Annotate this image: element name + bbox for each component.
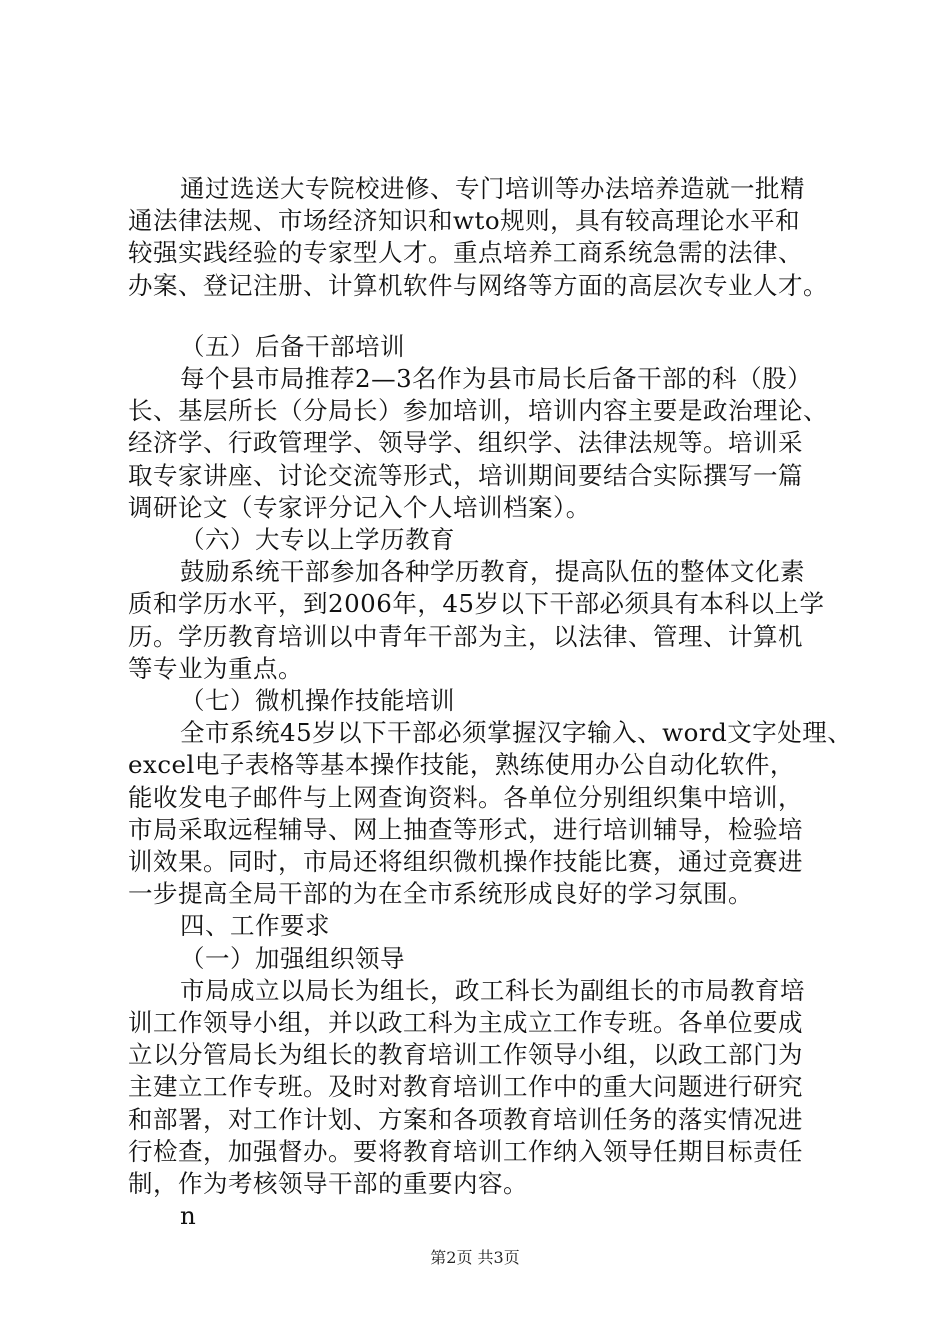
paragraph-computer-skills (128, 717, 858, 910)
text-line: 长、基层所长（分局长）参加培训，培训内容主要是政治理论、 (128, 396, 828, 426)
page-number-footer: 第2页 共3页 (430, 1248, 520, 1267)
heading-computer-skills: （七）微机操作技能培训 (180, 686, 455, 716)
paragraph-leadership (128, 975, 858, 1200)
text-line: 鼓励系统干部参加各种学历教育，提高队伍的整体文化素 (180, 557, 805, 587)
text-line: 训效果。同时，市局还将组织微机操作技能比赛，通过竞赛进 (128, 847, 803, 877)
text-line: excel电子表格等基本操作技能，熟练使用办公自动化软件， (128, 750, 795, 780)
text-line: 主建立工作专班。及时对教育培训工作中的重大问题进行研究 (128, 1072, 803, 1102)
text-line: 通法律法规、市场经济知识和wto规则，具有较高理论水平和 (128, 206, 801, 236)
text-line: 全市系统45岁以下干部必须掌握汉字输入、word文字处理、 (180, 718, 853, 748)
text-line: 质和学历水平，到2006年，45岁以下干部必须具有本科以上学 (128, 589, 825, 619)
text-line: 市局采取远程辅导、网上抽查等形式，进行培训辅导，检验培 (128, 814, 803, 844)
paragraph-expert-talent (128, 173, 858, 302)
text-line: 训工作领导小组，并以政工科为主成立工作专班。各单位要成 (128, 1008, 803, 1038)
paragraph-gap (128, 302, 858, 331)
paragraph-degree-education (128, 556, 858, 685)
text-line: 调研论文（专家评分记入个人培训档案）。 (128, 492, 591, 522)
text-line: 一步提高全局干部的为在全市系统形成良好的学习氛围。 (128, 879, 753, 909)
text-line: 取专家讲座、讨论交流等形式，培训期间要结合实际撰写一篇 (128, 460, 803, 490)
text-line: 行检查，加强督办。要将教育培训工作纳入领导任期目标责任 (128, 1136, 803, 1166)
heading-strengthen-leadership: （一）加强组织领导 (180, 943, 405, 973)
text-line: 经济学、行政管理学、领导学、组织学、法律法规等。培训采 (128, 428, 803, 458)
text-line: 制，作为考核领导干部的重要内容。 (128, 1169, 528, 1199)
text-line: 通过选送大专院校进修、专门培训等办法培养造就一批精 (180, 174, 805, 203)
section-heading-work-requirements: 四、工作要求 (180, 911, 330, 941)
text-line: 每个县市局推荐2—3名作为县市局长后备干部的科（股） (180, 364, 813, 394)
text-line: 历。学历教育培训以中青年干部为主，以法律、管理、计算机 (128, 621, 803, 651)
paragraph-reserve-cadre (128, 363, 858, 524)
stray-character: n (180, 1201, 197, 1231)
text-line: 办案、登记注册、计算机软件与网络等方面的高层次专业人才。 (128, 270, 828, 300)
text-line: 能收发电子邮件与上网查询资料。各单位分别组织集中培训， (128, 782, 803, 812)
text-line: 较强实践经验的专家型人才。重点培养工商系统急需的法律、 (128, 238, 803, 268)
text-line: 立以分管局长为组长的教育培训工作领导小组，以政工部门为 (128, 1040, 803, 1070)
heading-degree-education: （六）大专以上学历教育 (180, 525, 455, 555)
document-body (128, 173, 858, 1233)
text-line: 和部署，对工作计划、方案和各项教育培训任务的落实情况进 (128, 1104, 803, 1134)
text-line: 市局成立以局长为组长，政工科长为副组长的市局教育培 (180, 975, 805, 1005)
text-line: 等专业为重点。 (128, 653, 303, 683)
heading-reserve-cadre-training: （五）后备干部培训 (180, 331, 405, 361)
